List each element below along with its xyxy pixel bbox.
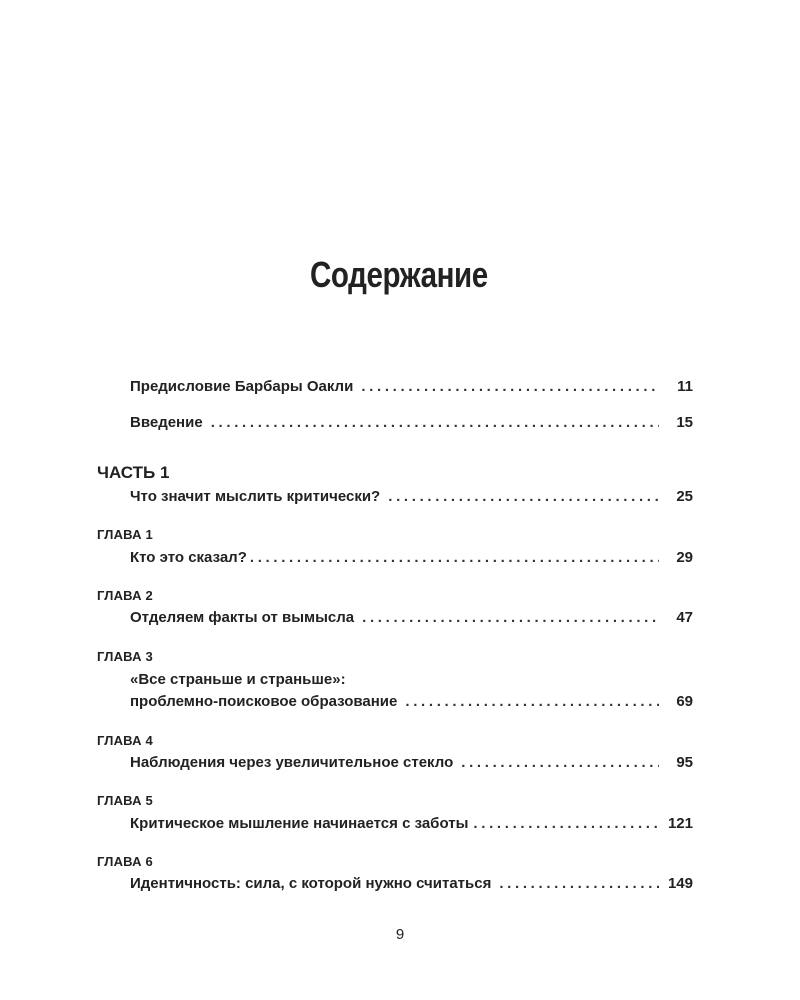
dot-leader bbox=[250, 547, 659, 569]
toc-page-number: 15 bbox=[676, 414, 693, 431]
toc-entry-title: Введение bbox=[130, 414, 203, 431]
dot-leader bbox=[211, 412, 659, 434]
toc-page-number: 95 bbox=[676, 754, 693, 771]
toc-entry-title: проблемно-поисковое образование bbox=[130, 693, 398, 710]
dot-leader bbox=[461, 752, 659, 774]
dot-leader bbox=[362, 607, 659, 629]
toc-entry-chapter-3[interactable] bbox=[130, 691, 693, 713]
part-label: ЧАСТЬ 1 bbox=[97, 463, 170, 482]
toc-entry-title: «Все страньше и страньше»: bbox=[130, 671, 346, 688]
toc-entry-chapter-6[interactable] bbox=[130, 873, 693, 895]
chapter-label: ГЛАВА 1 bbox=[97, 527, 153, 542]
page-title: Содержание bbox=[310, 254, 488, 295]
toc-entry-foreword[interactable] bbox=[130, 376, 693, 398]
toc-entry-chapter-5[interactable] bbox=[130, 813, 693, 835]
toc-entry-chapter-3-line-1[interactable] bbox=[130, 669, 693, 691]
toc-entry-chapter-1[interactable] bbox=[130, 547, 693, 569]
toc-entry-chapter-2[interactable] bbox=[130, 607, 693, 629]
dot-leader bbox=[473, 813, 659, 835]
toc-entry-title: Что значит мыслить критически? bbox=[130, 488, 381, 505]
chapter-label: ГЛАВА 3 bbox=[97, 649, 153, 664]
dot-leader bbox=[405, 691, 659, 713]
toc-page-number: 149 bbox=[667, 875, 693, 892]
toc-entry-introduction[interactable] bbox=[130, 412, 693, 434]
dot-leader bbox=[361, 376, 659, 398]
toc-page-number: 11 bbox=[677, 378, 693, 395]
dot-leader bbox=[499, 873, 659, 895]
chapter-label: ГЛАВА 2 bbox=[97, 588, 153, 603]
toc-entry-title: Наблюдения через увеличительное стекло bbox=[130, 754, 454, 771]
chapter-label: ГЛАВА 4 bbox=[97, 733, 153, 748]
toc-entry-title: Предисловие Барбары Оакли bbox=[130, 378, 354, 395]
toc-entry-title: Критическое мышление начинается с заботы bbox=[130, 815, 469, 832]
toc-page-number: 29 bbox=[676, 549, 693, 566]
toc-entry-title: Кто это сказал? bbox=[130, 549, 247, 566]
chapter-label: ГЛАВА 6 bbox=[97, 854, 153, 869]
toc-entry-chapter-4[interactable] bbox=[130, 752, 693, 774]
page-number: 9 bbox=[395, 926, 405, 943]
chapter-label: ГЛАВА 5 bbox=[97, 793, 153, 808]
toc-page-number: 121 bbox=[667, 815, 693, 832]
toc-entry-title: Идентичность: сила, с которой нужно считаться bbox=[130, 875, 492, 892]
toc-page-number: 69 bbox=[676, 693, 693, 710]
toc-entry-part-1[interactable] bbox=[130, 486, 693, 508]
toc-entry-title: Отделяем факты от вымысла bbox=[130, 609, 355, 626]
toc-page-number: 25 bbox=[676, 488, 693, 505]
toc-page-number: 47 bbox=[676, 609, 693, 626]
dot-leader bbox=[388, 486, 659, 508]
